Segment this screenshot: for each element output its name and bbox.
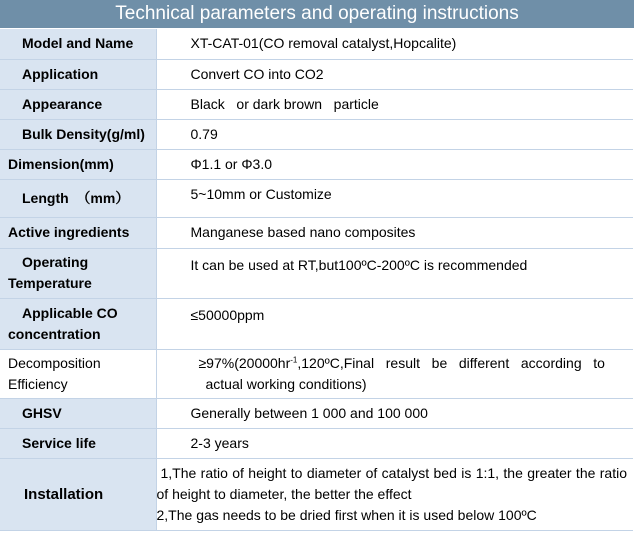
table-row xyxy=(0,119,633,149)
row-value-dimension: Φ1.1 or Φ3.0 xyxy=(156,149,633,179)
row-value-model: XT-CAT-01(CO removal catalyst,Hopcalite) xyxy=(156,29,633,59)
row-value-appearance: Black or dark brown particle xyxy=(156,89,633,119)
spec-table xyxy=(0,29,633,531)
table-row xyxy=(0,298,633,349)
efficiency-value-conditions: ,120ºC,Final result be different according to xyxy=(297,354,605,371)
efficiency-unit-superscript: -1 xyxy=(290,354,298,364)
row-label-efficiency-line1: Decomposition xyxy=(8,354,101,371)
row-label-operating-line2: Temperature xyxy=(8,275,92,291)
row-label-application: Application xyxy=(22,65,99,82)
row-label-length: Length （mm） xyxy=(22,189,130,206)
efficiency-value-line2: actual working conditions) xyxy=(205,375,367,392)
installation-note-2: 2,The gas needs to be dried first when it is used below 100ºC xyxy=(156,506,537,523)
row-value-co: ≤50000ppm xyxy=(156,298,633,349)
row-value-efficiency xyxy=(156,349,633,398)
table-row xyxy=(0,89,633,119)
row-label-service-life: Service life xyxy=(22,434,96,451)
row-label-dimension: Dimension(mm) xyxy=(8,155,114,172)
table-row xyxy=(0,458,633,530)
row-label-efficiency-line2: Efficiency xyxy=(8,375,68,392)
row-value-operating: It can be used at RT,but100ºC-200ºC is recommended xyxy=(156,248,633,298)
row-label-active: Active ingredients xyxy=(8,224,130,240)
row-value-density: 0.79 xyxy=(156,119,633,149)
row-value-active: Manganese based nano composites xyxy=(156,217,633,248)
installation-note-1: 1,The ratio of height to diameter of catalyst bed is 1:1, the greater the ratio of height to diameter, the better the effect xyxy=(156,464,627,502)
table-row xyxy=(0,217,633,248)
table-row xyxy=(0,349,633,398)
efficiency-value-main: ≥97%(20000hr xyxy=(198,354,291,371)
table-row xyxy=(0,398,633,428)
table-row xyxy=(0,149,633,179)
table-row xyxy=(0,59,633,89)
table-row xyxy=(0,248,633,298)
row-label-operating-line1: Operating xyxy=(22,254,89,270)
table-row xyxy=(0,428,633,458)
row-value-application: Convert CO into CO2 xyxy=(156,59,633,89)
row-label-installation: Installation xyxy=(24,485,104,503)
row-label-density: Bulk Density(g/ml) xyxy=(22,125,145,142)
table-row xyxy=(0,29,633,59)
row-label-model: Model and Name xyxy=(22,35,134,52)
row-value-ghsv: Generally between 1 000 and 100 000 xyxy=(156,398,633,428)
row-value-length: 5~10mm or Customize xyxy=(156,179,633,217)
row-label-appearance: Appearance xyxy=(22,95,103,112)
row-label-co-line1: Applicable CO xyxy=(22,304,118,321)
row-label-co-line2: concentration xyxy=(8,325,101,342)
page-title: Technical parameters and operating instructions xyxy=(0,0,634,28)
table-row xyxy=(0,179,633,217)
row-value-service-life: 2-3 years xyxy=(156,428,633,458)
row-label-ghsv: GHSV xyxy=(22,404,62,421)
